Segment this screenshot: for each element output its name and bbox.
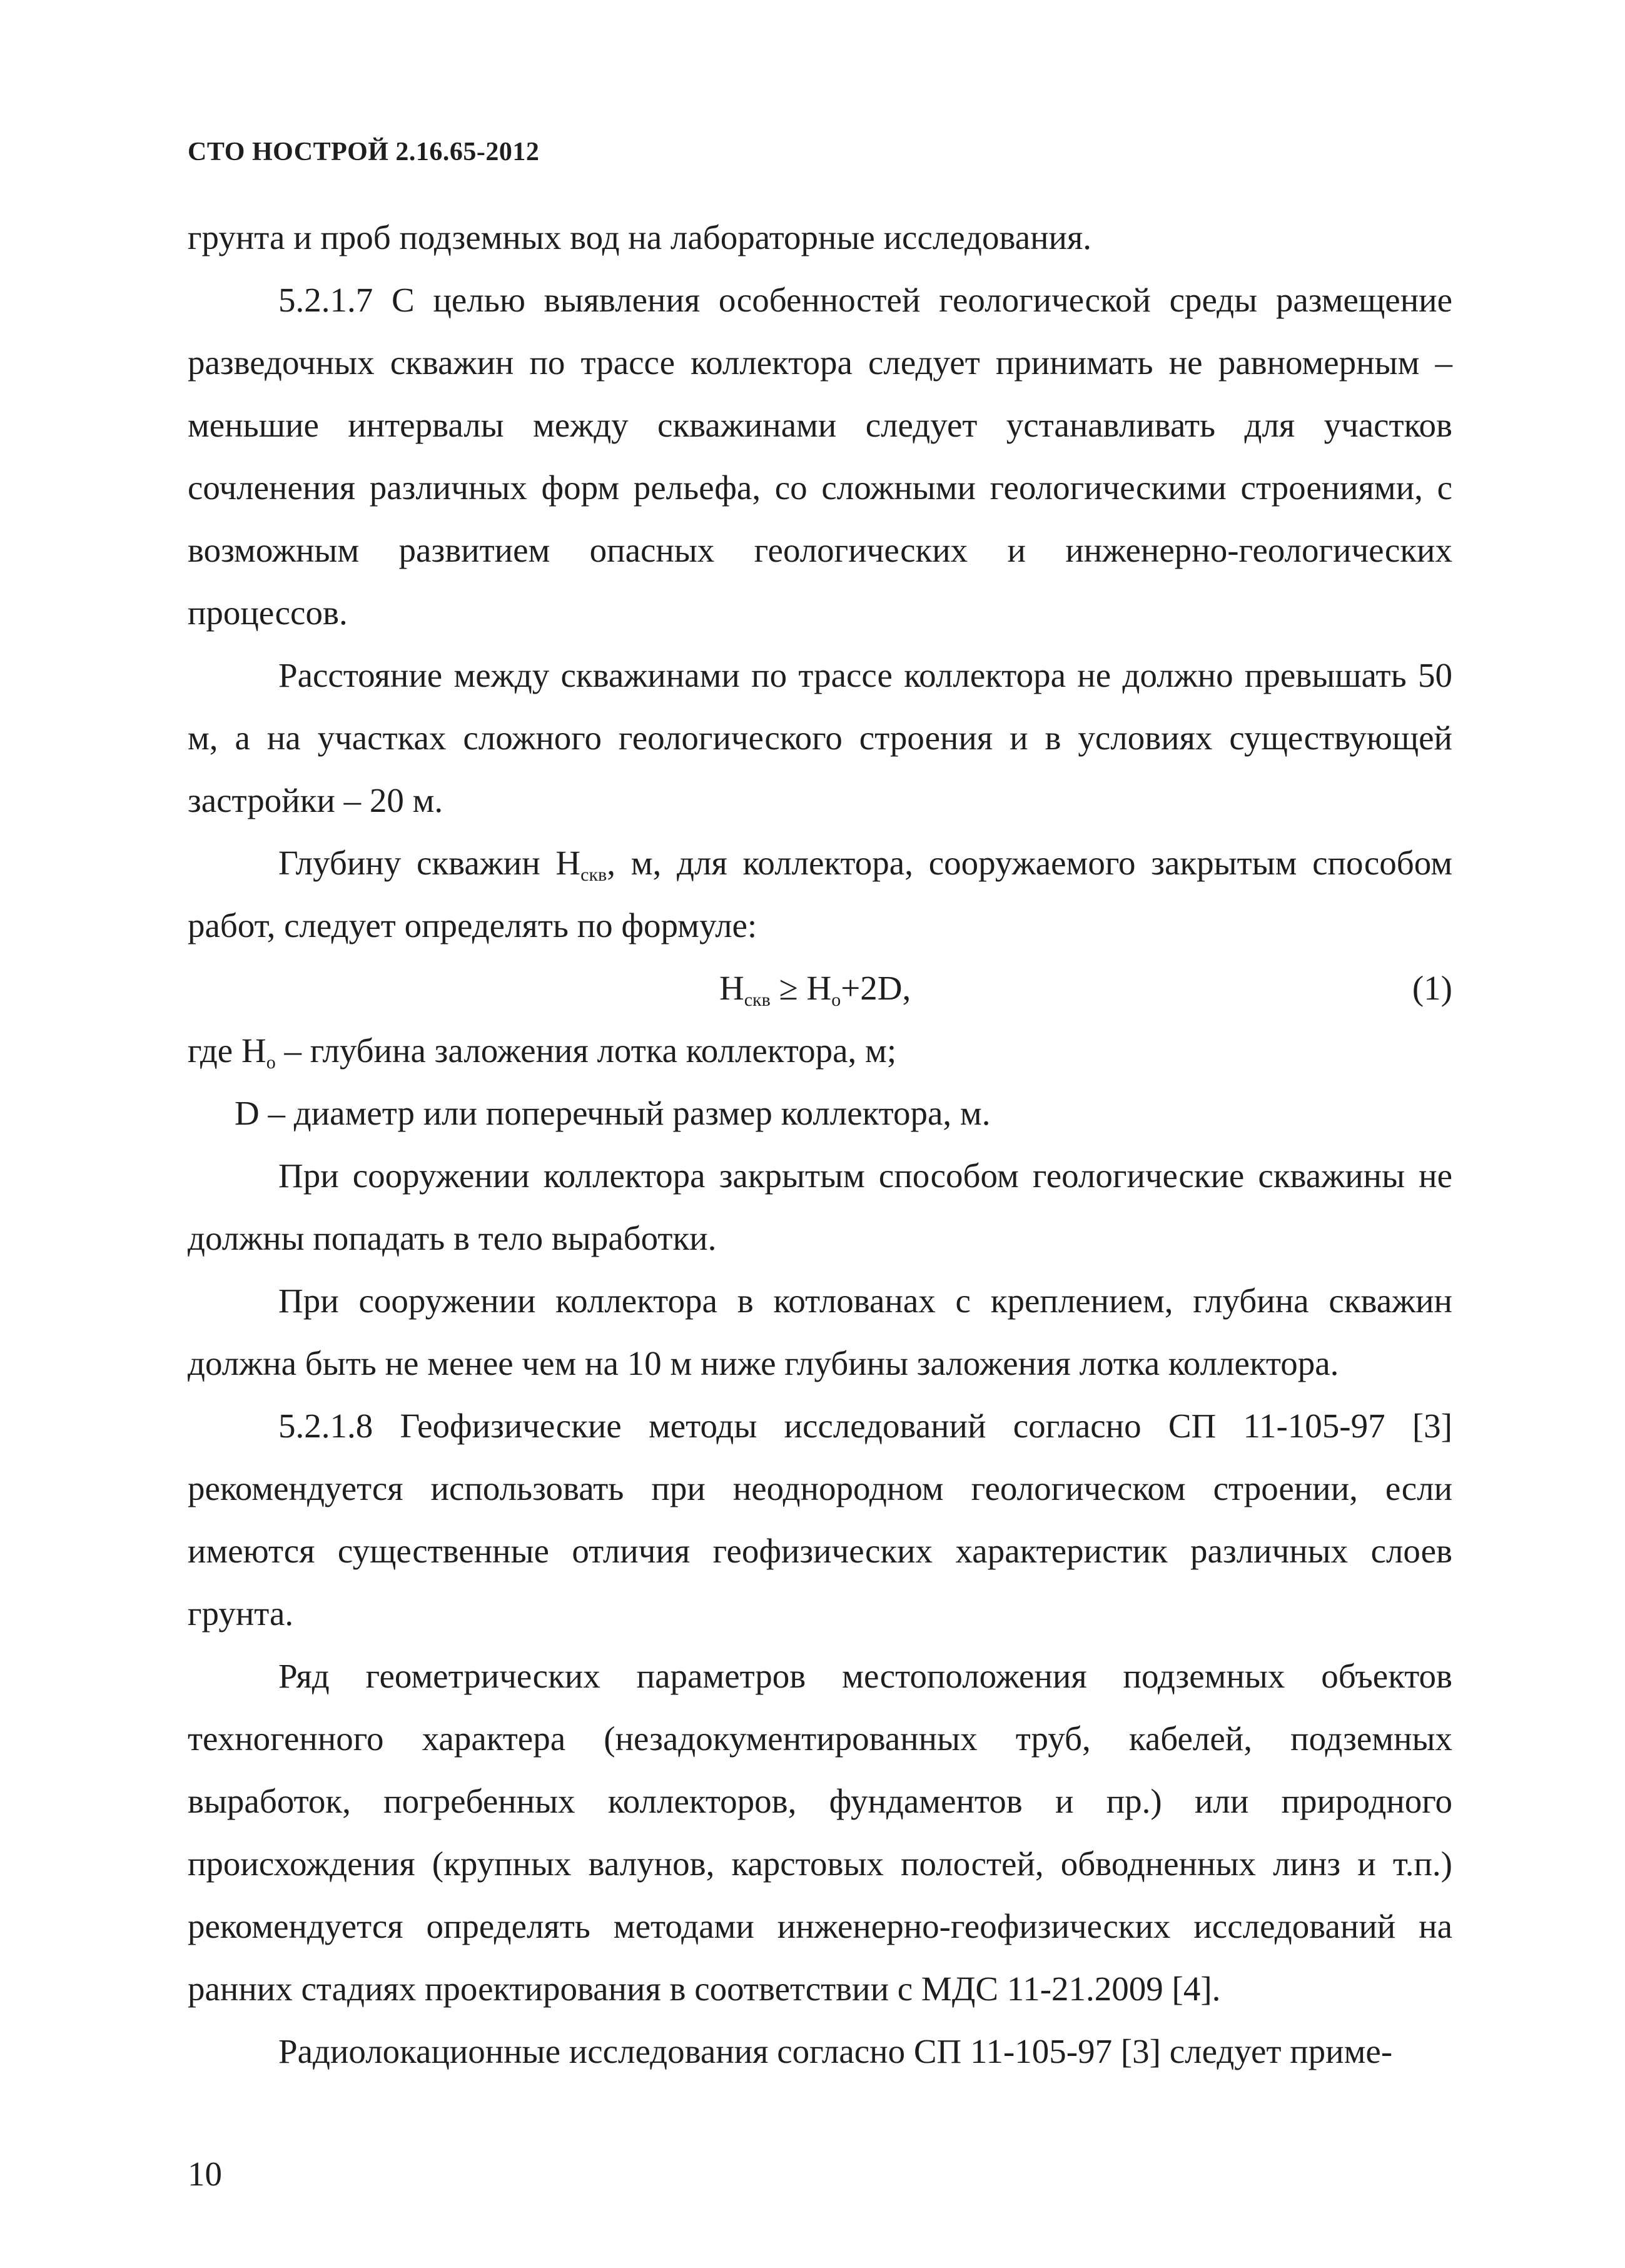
paragraph-radiolocation: Радиолокационные исследования согласно СП 11-105-97 [3] следует приме- <box>278 2032 1393 2070</box>
document-body <box>188 206 1452 2083</box>
formula <box>719 957 911 1020</box>
paragraph-pit-method: При сооружении коллектора в котлованах с креплением, глубина скважин должна быть не менее чем на 10 м ниже глубины заложения лотка коллектора. <box>188 1282 1452 1382</box>
paragraph-closed-method: При сооружении коллектора закрытым способом геологические скважины не должны попадать в тело выработки. <box>188 1157 1452 1257</box>
formula-lhs-subscript: скв <box>744 990 771 1010</box>
paragraph-well-distance: Расстояние между скважинами по трассе коллектора не должно превышать 50 м, а на участках сложного геологического строения и в условиях существующей застройки – 20 м. <box>188 656 1452 819</box>
legend-h-end: – глубина заложения лотка коллектора, м; <box>275 1031 897 1070</box>
well-depth-text-start: Глубину скважин H <box>278 844 581 882</box>
formula-rhs-subscript: о <box>831 990 841 1010</box>
paragraph-continuation: грунта и проб подземных вод на лабораторные исследования. <box>188 218 1092 256</box>
legend-h <box>188 1020 1452 1082</box>
well-depth-subscript: скв <box>580 864 607 885</box>
formula-number: (1) <box>1412 969 1452 1007</box>
formula-lhs: H <box>719 969 744 1007</box>
document-header: СТО НОСТРОЙ 2.16.65-2012 <box>188 138 540 166</box>
legend-h-start: где H <box>188 1031 266 1070</box>
formula-relation: ≥ H <box>770 969 832 1007</box>
formula-line <box>188 957 1452 1020</box>
paragraph-5-2-1-7: 5.2.1.7 С целью выявления особенностей геологической среды размещение разведочных скважин по трассе коллектора следует принимать не равномерным – меньшие интервалы между скважинами следует устанавливать для участков сочленения различных форм рельефа, со сложными геологическими строениями, с возможным развитием опасных геологических и инженерно-геологических процессов. <box>188 281 1452 632</box>
well-depth-text-end: , м, для коллектора, сооружаемого закрытым способом работ, следует определять по формуле: <box>188 844 1452 944</box>
page-number: 10 <box>188 2155 222 2193</box>
formula-rhs-tail: +2D, <box>841 969 911 1007</box>
legend-d: D – диаметр или поперечный размер коллектора, м. <box>235 1094 991 1132</box>
paragraph-geometric-parameters: Ряд геометрических параметров местоположения подземных объектов техногенного характера (незадокументированных труб, кабелей, подземных выработок, погребенных коллекторов, фундаментов и пр.) или природного происхождения (крупных валунов, карстовых полостей, обводненных линз и т.п.) рекомендуется определять методами инженерно-геофизических исследований на ранних стадиях проектирования в соответствии с МДС 11-21.2009 [4]. <box>188 1657 1452 2008</box>
paragraph-well-depth <box>188 832 1452 957</box>
paragraph-5-2-1-8: 5.2.1.8 Геофизические методы исследований согласно СП 11-105-97 [3] рекомендуется использовать при неоднородном геологическом строении, если имеются существенные отличия геофизических характеристик различных слоев грунта. <box>188 1407 1452 1633</box>
legend-h-subscript: о <box>266 1052 276 1073</box>
